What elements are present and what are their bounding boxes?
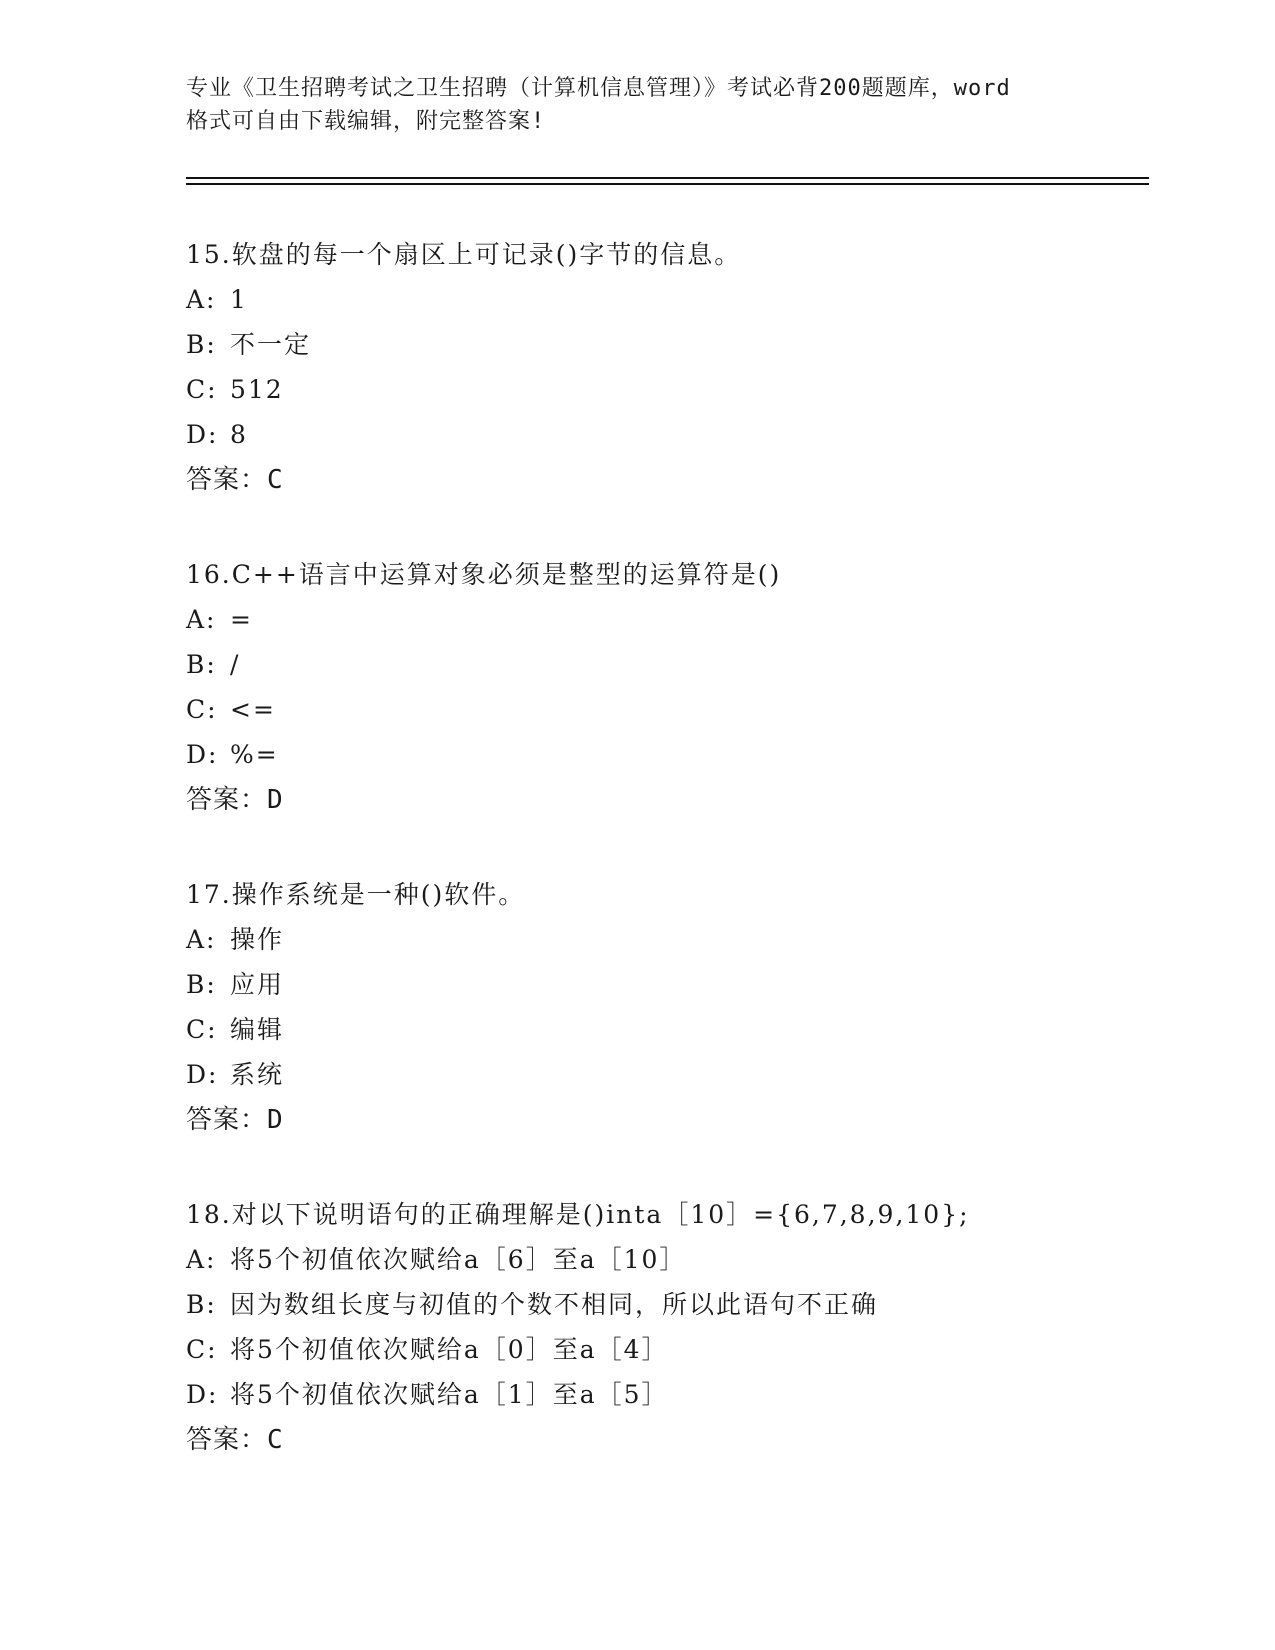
option-text: 操作 [230,925,285,954]
answer-line: 答案：C [186,1425,284,1455]
option-letter: A: [186,285,217,314]
option-text: 应用 [230,970,285,999]
option-letter: B: [186,330,217,359]
option-text: 1 [230,285,248,314]
answer-line: 答案：D [186,785,284,815]
option-letter: A: [186,1245,217,1274]
option-letter: A: [186,605,217,634]
option-a [186,917,1186,962]
option-text: 512 [230,375,284,404]
option-d [186,412,1186,457]
question-stem: 18.对以下说明语句的正确理解是()inta［10］={6,7,8,9,10}; [186,1200,970,1229]
option-a [186,1237,1186,1282]
option-letter: C: [186,695,218,724]
answer-line: 答案：C [186,465,284,495]
option-c [186,1327,1186,1372]
option-letter: A: [186,925,217,954]
option-text: / [230,650,241,679]
document-header [186,72,1106,138]
option-a [186,277,1186,322]
option-text: 8 [230,420,248,449]
option-letter: B: [186,650,217,679]
option-c [186,367,1186,412]
question-18 [186,1192,1186,1463]
option-letter: B: [186,970,217,999]
option-b [186,962,1186,1007]
option-text: 将5个初值依次赋给a［6］至a［10］ [230,1245,687,1274]
header-divider-bottom [186,183,1149,185]
option-letter: B: [186,1290,217,1319]
option-text: 将5个初值依次赋给a［0］至a［4］ [230,1335,669,1364]
option-d [186,1372,1186,1417]
option-letter: D: [186,420,219,449]
option-text: 系统 [230,1060,285,1089]
question-list [186,232,1186,1512]
option-text: <= [230,695,276,724]
option-letter: C: [186,1015,218,1044]
option-c [186,687,1186,732]
option-d [186,732,1186,777]
option-c [186,1007,1186,1052]
header-title-line-1: 专业《卫生招聘考试之卫生招聘（计算机信息管理）》考试必背200题题库，word [186,76,1011,101]
option-text: %= [230,740,279,769]
option-text: 不一定 [230,330,312,359]
option-text: 将5个初值依次赋给a［1］至a［5］ [230,1380,669,1409]
question-stem: 15.软盘的每一个扇区上可记录()字节的信息。 [186,240,742,269]
option-b [186,322,1186,367]
question-17 [186,872,1186,1143]
option-b [186,642,1186,687]
option-a [186,597,1186,642]
answer-line: 答案：D [186,1105,284,1135]
header-title-line-2: 格式可自由下载编辑，附完整答案! [186,109,546,134]
option-text: = [230,605,253,634]
question-16 [186,552,1186,823]
header-divider-top [186,177,1149,179]
option-letter: D: [186,1060,219,1089]
question-15 [186,232,1186,503]
option-text: 编辑 [230,1015,285,1044]
option-text: 因为数组长度与初值的个数不相同，所以此语句不正确 [230,1290,879,1319]
question-stem: 16.C++语言中运算对象必须是整型的运算符是() [186,560,782,589]
option-letter: D: [186,1380,219,1409]
option-b [186,1282,1186,1327]
option-letter: D: [186,740,219,769]
option-letter: C: [186,375,218,404]
option-letter: C: [186,1335,218,1364]
question-stem: 17.操作系统是一种()软件。 [186,880,526,909]
option-d [186,1052,1186,1097]
